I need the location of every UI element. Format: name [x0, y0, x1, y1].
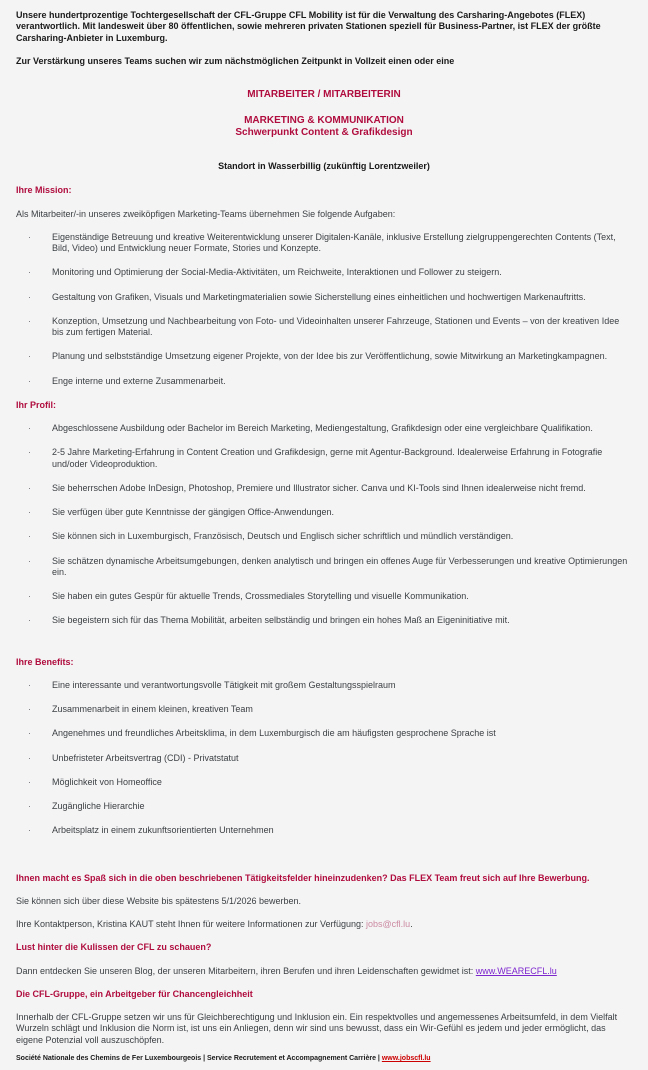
profile-heading: Ihr Profil:	[16, 399, 56, 410]
profile-list	[16, 423, 632, 627]
mission-list-item	[28, 267, 632, 278]
contact-suffix: .	[410, 919, 413, 929]
benefits-heading: Ihre Benefits:	[16, 656, 74, 667]
list-item-text: Angenehmes und freundliches Arbeitsklima, in dem Luxemburgisch die am häufigsten gesprochene Sprache ist	[52, 728, 496, 739]
list-item-text: Unbefristeter Arbeitsvertrag (CDI) - Privatstatut	[52, 752, 239, 763]
list-item-text: Möglichkeit von Homeoffice	[52, 776, 162, 787]
blog-link[interactable]: www.WEARECFL.lu	[475, 965, 557, 976]
mission-heading: Ihre Mission:	[16, 185, 72, 196]
job-location: Standort in Wasserbillig (zukünftig Lorentzweiler)	[218, 161, 430, 171]
mission-list-item	[28, 232, 632, 255]
intro-paragraph-1: Unsere hundertprozentige Tochtergesellschaft der CFL-Gruppe CFL Mobility ist für die Verwaltung des Carsharing-Angebotes (FLEX) verantwortlich. Mit landesweit über 80 öffentlichen, sowie mehreren privaten Stationen speziell für Business-Partner, ist FLEX der größte Carsharing-Anbieter in Luxemburg.	[16, 10, 601, 43]
mission-lead: Als Mitarbeiter/-in unseres zweiköpfigen Marketing-Teams übernehmen Sie folgende Aufgaben:	[16, 208, 396, 219]
mission-list-item	[28, 316, 632, 339]
mission-list	[16, 232, 632, 387]
job-title-line-2: MARKETING & KOMMUNIKATION	[244, 115, 404, 126]
list-item-text: Sie können sich in Luxemburgisch, Französisch, Deutsch und Englisch sicher schriftlich und mündlich verständigen.	[52, 531, 514, 542]
benefits-list-item	[28, 728, 632, 739]
mission-list-item	[28, 292, 632, 303]
list-item-text: Konzeption, Umsetzung und Nachbearbeitung von Foto- und Videoinhalten unserer Fahrzeuge, Stationen und Events – von der kreativen Idee bis zum fertigen Material.	[52, 315, 620, 337]
profile-list-item	[28, 423, 632, 434]
mission-list-item	[28, 351, 632, 362]
profile-list-item	[28, 447, 632, 470]
blog-heading: Lust hinter die Kulissen der CFL zu schauen?	[16, 942, 212, 953]
blog-text: Dann entdecken Sie unseren Blog, der unseren Mitarbeitern, ihren Berufen und ihren Leidenschaften gewidmet ist:	[16, 965, 476, 976]
list-item-text: Eine interessante und verantwortungsvolle Tätigkeit mit großem Gestaltungsspielraum	[52, 679, 396, 690]
contact-text: Ihre Kontaktperson, Kristina KAUT steht Ihnen für weitere Informationen zur Verfügung:	[16, 919, 367, 929]
list-item-text: Zugängliche Hierarchie	[52, 801, 145, 811]
benefits-list-item	[28, 825, 632, 836]
list-item-text: Monitoring und Optimierung der Social-Media-Aktivitäten, um Reichweite, Interaktionen und Follower zu steigern.	[52, 267, 502, 278]
list-item-text: Arbeitsplatz in einem zukunftsorientierten Unternehmen	[52, 825, 274, 836]
application-cta: Ihnen macht es Spaß sich in die oben beschriebenen Tätigkeitsfelder hineinzudenken? Das FLEX Team freut sich auf Ihre Bewerbung.	[16, 872, 590, 883]
footer-jobs-link[interactable]: www.jobscfl.lu	[381, 1055, 431, 1062]
list-item-text: Gestaltung von Grafiken, Visuals und Marketingmaterialien sowie Sicherstellung eines einheitlichen und hochwertigen Markenauftritts.	[52, 291, 586, 302]
benefits-list-item	[28, 753, 632, 764]
list-item-text: Sie begeistern sich für das Thema Mobilität, arbeiten selbständig und bringen ein hohes Maß an Eigeninitiative mit.	[52, 615, 510, 626]
equality-paragraph: Innerhalb der CFL-Gruppe setzen wir uns für Gleichberechtigung und Inklusion ein. Ein respektvolles und angemessenes Arbeitsumfeld, in dem Vielfalt Wurzeln schlägt und Inklusion die Norm ist, ist uns ein Anliegen, denn wir sind uns bewusst, dass ein Wir-Gefühl es jedem und jeder ermöglicht, das eigene Potenzial voll auszuschöpfen.	[16, 1012, 618, 1045]
profile-list-item	[28, 556, 632, 579]
profile-list-item	[28, 615, 632, 626]
benefits-list-item	[28, 680, 632, 691]
footer-text: Société Nationale des Chemins de Fer Luxembourgeois | Service Recrutement et Accompagnement Carrière |	[16, 1055, 382, 1062]
list-item-text: Sie schätzen dynamische Arbeitsumgebungen, denken analytisch und bringen ein offenes Auge für Verbesserungen und kreative Optimierungen ein.	[52, 555, 628, 577]
list-item-text: 2-5 Jahre Marketing-Erfahrung in Content Creation und Grafikdesign, gerne mit Agentur-Background. Idealerweise Erfahrung in Fotografie und/oder Videoproduktion.	[52, 447, 603, 469]
list-item-text: Sie haben ein gutes Gespür für aktuelle Trends, Crossmediales Storytelling und visuelle Kommunikation.	[52, 591, 469, 601]
profile-list-item	[28, 591, 632, 602]
benefits-list-item	[28, 801, 632, 812]
profile-list-item	[28, 483, 632, 494]
job-title-line-1: MITARBEITER / MITARBEITERIN	[247, 89, 401, 100]
benefits-list-item	[28, 777, 632, 788]
list-item-text: Eigenständige Betreuung und kreative Weiterentwicklung unserer Digitalen-Kanäle, inklusive Erstellung zielgruppengerechten Contents (Text, Bild, Video) und Entwicklung neuer Formate, Stories und Konzepte.	[52, 231, 616, 253]
profile-list-item	[28, 507, 632, 518]
list-item-text: Sie verfügen über gute Kenntnisse der gängigen Office-Anwendungen.	[52, 507, 335, 517]
document-footer	[16, 1055, 431, 1064]
intro-paragraph-2: Zur Verstärkung unseres Teams suchen wir zum nächstmöglichen Zeitpunkt in Vollzeit einen oder eine	[16, 55, 455, 66]
list-item-text: Abgeschlossene Ausbildung oder Bachelor im Bereich Marketing, Mediengestaltung, Grafikdesign oder eine vergleichbare Qualifikation.	[52, 423, 593, 433]
contact-email-link[interactable]: jobs@cfl.lu	[366, 919, 411, 929]
blog-line	[16, 966, 632, 977]
apply-deadline-text: Sie können sich über diese Website bis spätestens 5/1/2026 bewerben.	[16, 895, 302, 906]
contact-line	[16, 919, 632, 930]
list-item-text: Enge interne und externe Zusammenarbeit.	[52, 375, 226, 386]
profile-list-item	[28, 531, 632, 542]
equality-heading: Die CFL-Gruppe, ein Arbeitgeber für Chancengleichheit	[16, 988, 253, 999]
mission-list-item	[28, 376, 632, 387]
benefits-list	[16, 680, 632, 837]
list-item-text: Sie beherrschen Adobe InDesign, Photoshop, Premiere und Illustrator sicher. Canva und KI-Tools sind Ihnen idealerweise nicht fremd.	[52, 482, 586, 493]
job-title-line-3: Schwerpunkt Content & Grafikdesign	[235, 127, 413, 138]
list-item-text: Planung und selbstständige Umsetzung eigener Projekte, von der Idee bis zur Veröffentlichung, sowie Mitwirkung an Marketingkampagnen.	[52, 351, 608, 362]
benefits-list-item	[28, 704, 632, 715]
list-item-text: Zusammenarbeit in einem kleinen, kreativen Team	[52, 704, 253, 714]
